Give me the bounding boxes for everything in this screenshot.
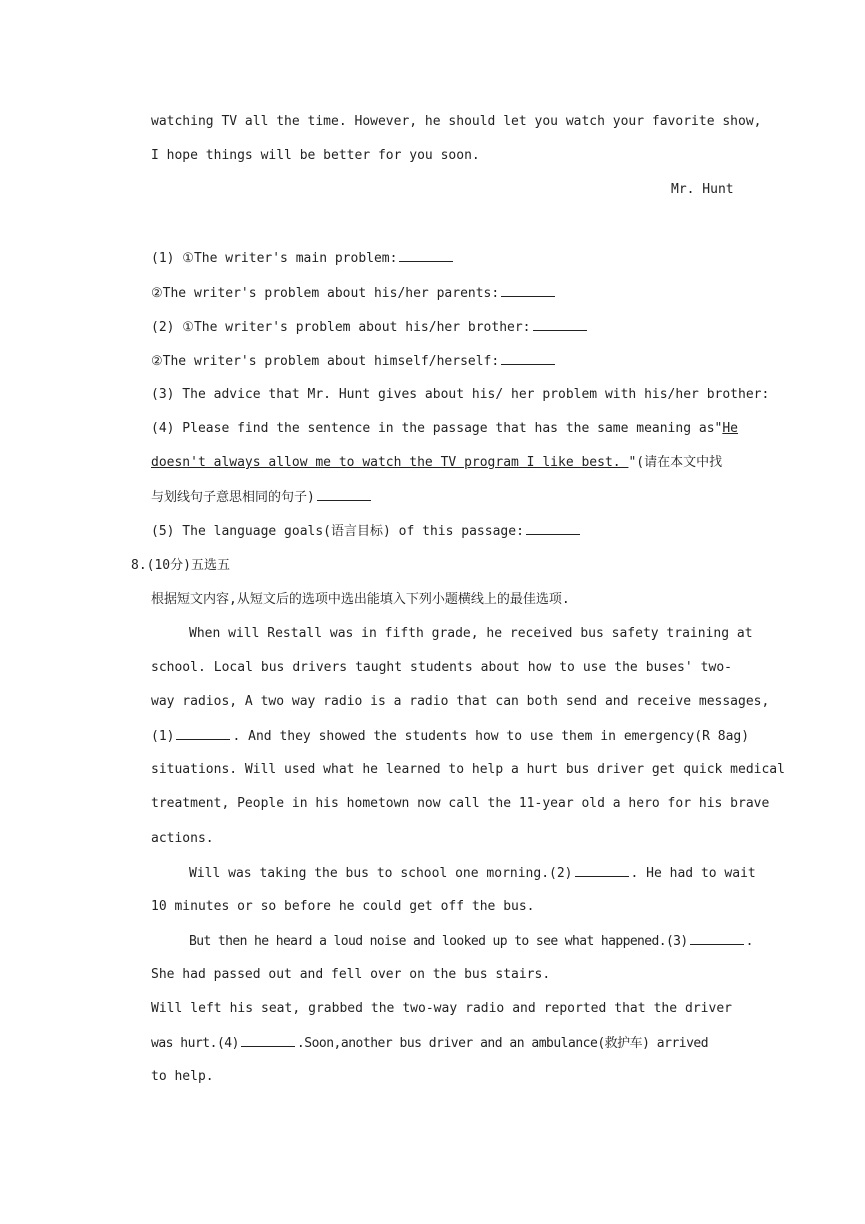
question-1a-text: (1) ①The writer's main problem: bbox=[151, 251, 398, 266]
passage-text: But then he heard a loud noise and looked up to see what happened.(3) bbox=[189, 934, 688, 949]
answer-blank-2[interactable] bbox=[575, 863, 629, 877]
answer-blank[interactable] bbox=[317, 487, 371, 501]
answer-blank-4[interactable] bbox=[241, 1033, 295, 1047]
passage-p2-line-2: 10 minutes or so before he could get off the bus. bbox=[151, 899, 535, 914]
passage-p1-line-6: treatment, People in his hometown now call the 11-year old a hero for his brave bbox=[151, 796, 770, 811]
underlined-sentence-start: He bbox=[722, 421, 739, 436]
answer-blank[interactable] bbox=[501, 283, 555, 297]
blank-1-label: (1) bbox=[151, 729, 175, 744]
passage-p4-line-2 bbox=[151, 1033, 708, 1054]
answer-blank[interactable] bbox=[399, 248, 453, 262]
question-1b-text: ②The writer's problem about his/her parents: bbox=[151, 286, 500, 301]
question-4-chinese-2: 与划线句子意思相同的句子) bbox=[151, 490, 315, 505]
passage-p3-line-1 bbox=[189, 931, 753, 952]
passage-p1-line-3: way radios, A two way radio is a radio that can both send and receive messages, bbox=[151, 694, 770, 709]
question-5-text: (5) The language goals(语言目标) of this passage: bbox=[151, 524, 524, 539]
question-4-text: (4) Please find the sentence in the passage that has the same meaning as" bbox=[151, 421, 723, 436]
answer-blank[interactable] bbox=[526, 521, 580, 535]
question-4-line-2 bbox=[151, 453, 732, 473]
passage-text: was hurt.(4) bbox=[151, 1036, 239, 1051]
section-8-instruction: 根据短文内容,从短文后的选项中选出能填入下列小题横线上的最佳选项. bbox=[151, 592, 570, 607]
question-5 bbox=[151, 521, 582, 542]
question-2b bbox=[151, 351, 557, 372]
question-1b bbox=[151, 283, 557, 304]
passage-text: . He had to wait bbox=[630, 866, 756, 881]
question-3: (3) The advice that Mr. Hunt gives about his/ her problem with his/her brother: bbox=[151, 387, 770, 402]
underlined-sentence: doesn't always allow me to watch the TV program I like best. bbox=[151, 455, 629, 470]
question-4-chinese: "(请在本文中找 bbox=[628, 455, 723, 470]
question-2a bbox=[151, 317, 589, 338]
question-2b-text: ②The writer's problem about himself/herself: bbox=[151, 354, 500, 369]
answer-blank[interactable] bbox=[501, 351, 555, 365]
passage-p1-line-2: school. Local bus drivers taught students about how to use the buses' two- bbox=[151, 660, 732, 675]
letter-signature: Mr. Hunt bbox=[671, 182, 734, 197]
letter-line-1: watching TV all the time. However, he should let you watch your favorite show, bbox=[151, 114, 762, 129]
passage-p1-line-5: situations. Will used what he learned to help a hurt bus driver get quick medical bbox=[151, 762, 785, 777]
passage-p1-line-1: When will Restall was in fifth grade, he received bus safety training at bbox=[189, 626, 753, 641]
section-8-heading: 8.(10分)五选五 bbox=[131, 558, 230, 573]
passage-p4-line-3: to help. bbox=[151, 1069, 214, 1084]
passage-p2-line-1 bbox=[189, 863, 756, 884]
passage-text: Will was taking the bus to school one morning.(2) bbox=[189, 866, 573, 881]
passage-p3-line-2: She had passed out and fell over on the bus stairs. bbox=[151, 967, 551, 982]
question-2a-text: (2) ①The writer's problem about his/her brother: bbox=[151, 320, 531, 335]
answer-blank-1[interactable] bbox=[176, 726, 230, 740]
passage-text: . And they showed the students how to use them in emergency(R 8ag) bbox=[232, 729, 750, 744]
passage-text: .Soon,another bus driver and an ambulance(救护车) arrived bbox=[296, 1036, 709, 1051]
question-4-line-3 bbox=[151, 487, 373, 508]
passage-text: . bbox=[745, 934, 753, 949]
passage-p1-line-7: actions. bbox=[151, 831, 214, 846]
passage-p4-line-1: Will left his seat, grabbed the two-way radio and reported that the driver bbox=[151, 1001, 732, 1016]
passage-p1-line-4 bbox=[151, 726, 750, 747]
answer-blank-3[interactable] bbox=[690, 931, 744, 945]
question-4-line-1 bbox=[151, 419, 739, 439]
answer-blank[interactable] bbox=[533, 317, 587, 331]
question-1a bbox=[151, 248, 455, 269]
letter-line-2: I hope things will be better for you soon. bbox=[151, 148, 480, 163]
